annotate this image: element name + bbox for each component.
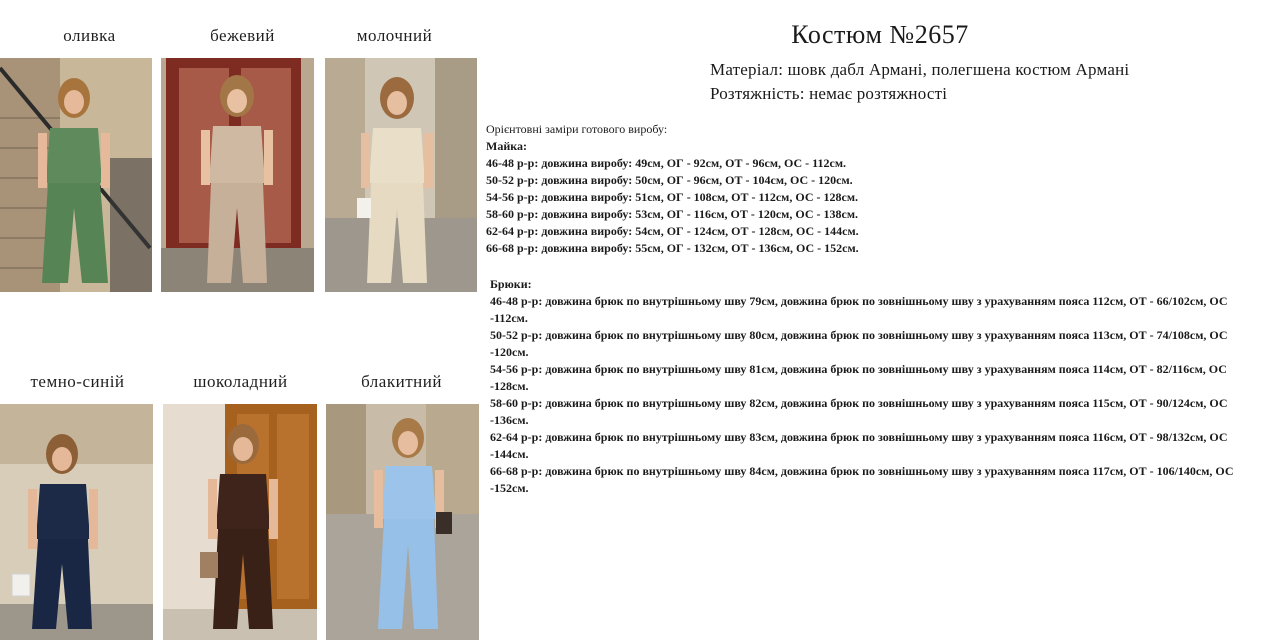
color-label-olive: оливка	[63, 26, 116, 45]
photo-lightblue	[326, 404, 479, 640]
photo-beige	[161, 58, 314, 292]
top-measurements	[486, 121, 1246, 257]
top-row: 66-68 р-р: довжина виробу: 55см, ОГ - 132см, ОТ - 136см, ОС - 152см.	[486, 241, 859, 255]
product-title: Костюм №2657	[791, 20, 969, 49]
color-label-chocolate: шоколадний	[193, 372, 288, 391]
pants-measurements	[490, 276, 1245, 497]
color-label-lightblue: блакитний	[361, 372, 442, 391]
photo-chocolate	[163, 404, 317, 640]
material-line: Матеріал: шовк дабл Армані, полегшена костюм Армані	[710, 60, 1130, 79]
color-label-beige: бежевий	[210, 26, 275, 45]
pants-row: 54-56 р-р: довжина брюк по внутрішньому шву 81см, довжина брюк по зовнішньому шву з урахуванням пояса 114см, ОТ - 82/116см, ОС -128см.	[490, 362, 1227, 393]
photo-navy	[0, 404, 153, 640]
top-row: 46-48 р-р: довжина виробу: 49см, ОГ - 92см, ОТ - 96см, ОС - 112см.	[486, 156, 846, 170]
pants-row: 46-48 р-р: довжина брюк по внутрішньому шву 79см, довжина брюк по зовнішньому шву з урахуванням пояса 112см, ОТ - 66/102см, ОС -112см.	[490, 294, 1228, 325]
top-row: 54-56 р-р: довжина виробу: 51см, ОГ - 108см, ОТ - 112см, ОС - 128см.	[486, 190, 858, 204]
pants-row: 58-60 р-р: довжина брюк по внутрішньому шву 82см, довжина брюк по зовнішньому шву з урахуванням пояса 115см, ОТ - 90/124см, ОС -136см.	[490, 396, 1228, 427]
color-label-milk: молочний	[356, 26, 433, 45]
photo-olive	[0, 58, 152, 292]
top-row: 58-60 р-р: довжина виробу: 53см, ОГ - 116см, ОТ - 120см, ОС - 138см.	[486, 207, 858, 221]
measurements-intro: Орієнтовні заміри готового виробу:	[486, 122, 668, 136]
photo-milk	[325, 58, 477, 292]
pants-row: 66-68 р-р: довжина брюк по внутрішньому шву 84см, довжина брюк по зовнішньому шву з урахуванням пояса 117см, ОТ - 106/140см, ОС -152см.	[490, 464, 1234, 495]
top-heading: Майка:	[486, 139, 527, 153]
pants-heading: Брюки:	[490, 277, 532, 291]
pants-row: 62-64 р-р: довжина брюк по внутрішньому шву 83см, довжина брюк по зовнішньому шву з урахуванням пояса 116см, ОТ - 98/132см, ОС -144см.	[490, 430, 1228, 461]
color-label-navy: темно-синій	[30, 372, 125, 391]
pants-row: 50-52 р-р: довжина брюк по внутрішньому шву 80см, довжина брюк по зовнішньому шву з урахуванням пояса 113см, ОТ - 74/108см, ОС -120см.	[490, 328, 1228, 359]
top-row: 62-64 р-р: довжина виробу: 54см, ОГ - 124см, ОТ - 128см, ОС - 144см.	[486, 224, 859, 238]
stretch-line: Розтяжність: немає розтяжності	[710, 84, 948, 103]
top-row: 50-52 р-р: довжина виробу: 50см, ОГ - 96см, ОТ - 104см, ОС - 120см.	[486, 173, 853, 187]
